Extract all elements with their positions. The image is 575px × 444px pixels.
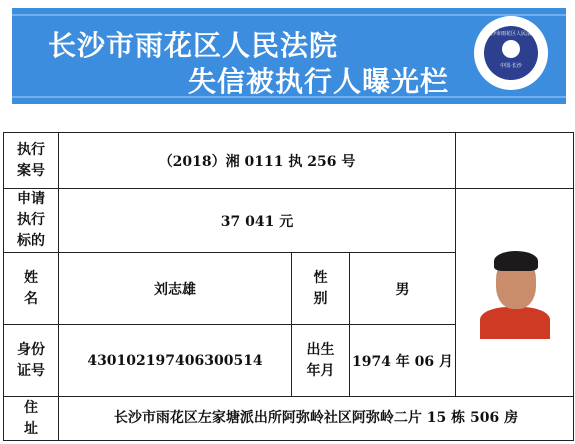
photo-shirt — [480, 307, 550, 339]
address-label-text: 住 址 — [24, 399, 38, 437]
row-amount — [4, 189, 574, 253]
name-label-text: 姓 名 — [24, 269, 38, 307]
page-title: 失信被执行人曝光栏 — [188, 65, 450, 98]
address-value: 长沙市雨花区左家塘派出所阿弥岭社区阿弥岭二片 15 栋 506 房 — [59, 397, 574, 441]
birth-value: 1974 年 06 月 — [350, 325, 456, 397]
row-address — [4, 397, 574, 441]
name-label — [4, 253, 59, 325]
banner-top-stripe — [12, 14, 566, 16]
emblem-ring-text: 长沙市雨花区人民法院 — [485, 31, 536, 37]
court-name: 长沙市雨花区人民法院 — [48, 29, 339, 62]
header-banner — [12, 8, 566, 104]
birth-label-text: 出生 年月 — [306, 341, 335, 379]
amount-label — [4, 189, 59, 253]
emblem-disc — [484, 26, 538, 80]
emblem-center — [502, 40, 520, 58]
id-number-value: 430102197406300514 — [59, 325, 292, 397]
emblem-city-text: 中国·长沙 — [500, 63, 522, 69]
photo-cell — [456, 189, 574, 397]
birth-label — [292, 325, 350, 397]
id-label — [4, 325, 59, 397]
photo-hair — [494, 251, 538, 271]
amount-label-text: 申请 执行 标的 — [17, 191, 45, 249]
case-number-label-text: 执行 案号 — [17, 141, 45, 179]
blank-cell — [456, 133, 574, 189]
amount-value: 37 041 元 — [59, 189, 456, 253]
address-label — [4, 397, 59, 441]
gender-label-text: 性 别 — [313, 269, 328, 307]
defendant-photo — [474, 247, 556, 339]
court-emblem-logo — [474, 16, 548, 90]
case-number-value: （2018）湘 0111 执 256 号 — [59, 133, 456, 189]
name-value: 刘志雄 — [59, 253, 292, 325]
gender-label — [292, 253, 350, 325]
case-number-label — [4, 133, 59, 189]
row-case-number — [4, 133, 574, 189]
gender-value: 男 — [350, 253, 456, 325]
defaulter-info-table — [3, 132, 574, 441]
id-label-text: 身份 证号 — [17, 341, 45, 379]
